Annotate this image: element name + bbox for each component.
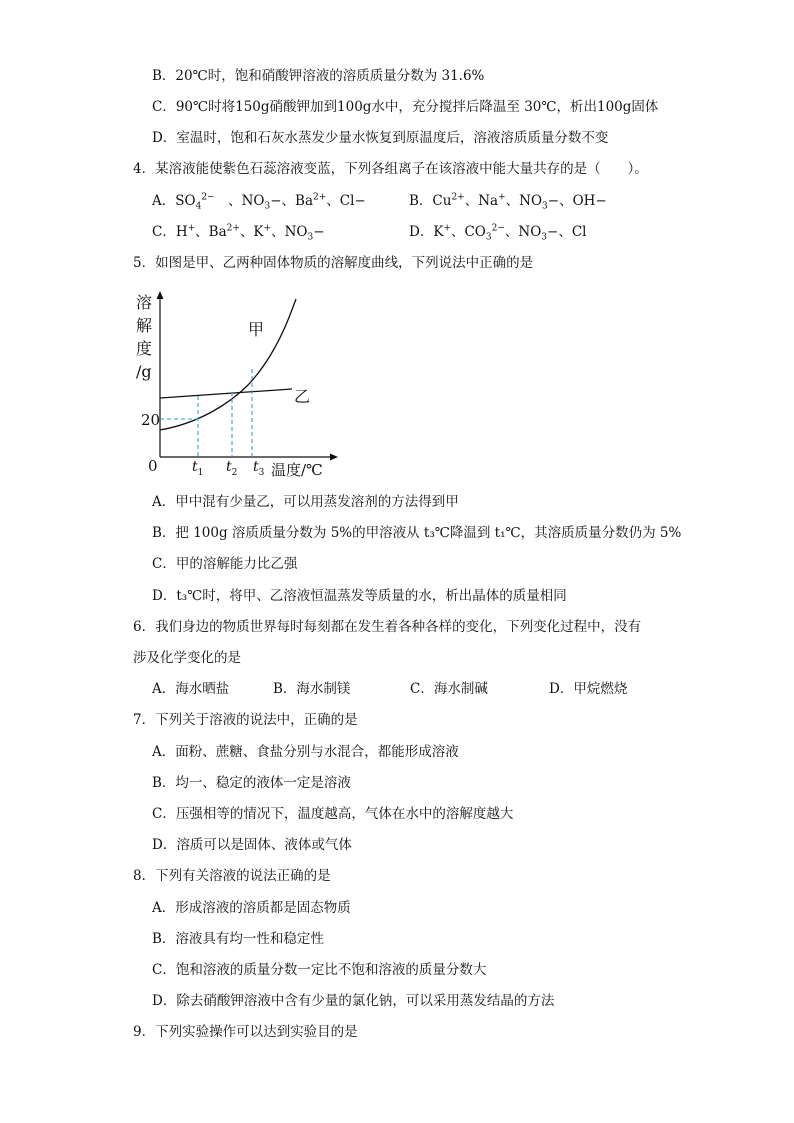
q4-option-a: A．$SO_4^{2-}$ 、$NO_3-$、$Ba^{2+}$、Cl− xyxy=(152,192,366,212)
q6-stem-line1: 6．我们身边的物质世界每时每刻都在发生着各种各样的变化，下列变化过程中，没有 xyxy=(133,619,642,635)
y-axis-label-3: 度 xyxy=(136,339,153,358)
q8-option-c: C．饱和溶液的质量分数一定比不饱和溶液的质量分数大 xyxy=(152,962,487,978)
q7-stem: 7．下列关于溶液的说法中，正确的是 xyxy=(133,712,358,728)
q6-option-d: D．甲烷燃烧 xyxy=(549,681,628,697)
q3-option-d: D．室温时，饱和石灰水蒸发少量水恢复到原温度后，溶液溶质质量分数不变 xyxy=(152,130,609,146)
curve-yi xyxy=(160,389,292,398)
x-tick-t1: $t_1$ xyxy=(192,459,204,478)
y-axis-label-4: /g xyxy=(136,362,152,381)
q5-option-a: A．甲中混有少量乙，可以用蒸发溶剂的方法得到甲 xyxy=(152,494,459,510)
q5-stem: 5．如图是甲、乙两种固体物质的溶解度曲线，下列说法中正确的是 xyxy=(133,255,534,271)
q8-option-b: B．溶液具有均一性和稳定性 xyxy=(152,931,324,947)
q4-option-b: B．$Cu^{2+}$、Na+、$NO_3-$、OH− xyxy=(409,192,607,212)
curve-jia xyxy=(160,299,296,430)
q7-option-d: D．溶质可以是固体、液体或气体 xyxy=(152,837,352,853)
y-axis-arrow xyxy=(157,291,164,299)
q6-option-b: B．海水制镁 xyxy=(273,681,351,697)
q6-stem-line2: 涉及化学变化的是 xyxy=(133,650,241,666)
x-tick-t3: $t_3$ xyxy=(253,459,265,478)
q5-option-b: B．把 100g 溶质质量分数为 5%的甲溶液从 t₃℃降温到 t₁℃，其溶质质量分数仍为 5% xyxy=(152,525,682,541)
origin-label: 0 xyxy=(148,457,158,475)
x-tick-t2: $t_2$ xyxy=(226,459,238,478)
q8-stem: 8．下列有关溶液的说法正确的是 xyxy=(133,868,331,884)
q4-stem: 4．某溶液能使紫色石蕊溶液变蓝，下列各组离子在该溶液中能大量共存的是（ ）。 xyxy=(133,161,648,177)
label-jia: 甲 xyxy=(248,320,265,339)
q3-option-c: C．90℃时将150g硝酸钾加到100g水中，充分搅拌后降温至 30℃，析出100g固体 xyxy=(152,99,659,115)
solubility-curve-figure xyxy=(130,285,350,480)
q7-option-c: C．压强相等的情况下，温度越高，气体在水中的溶解度越大 xyxy=(152,806,514,822)
q7-option-a: A．面粉、蔗糖、食盐分别与水混合，都能形成溶液 xyxy=(152,744,459,760)
q6-option-c: C．海水制碱 xyxy=(410,681,488,697)
q5-option-c: C．甲的溶解能力比乙强 xyxy=(152,556,298,572)
q8-option-a: A．形成溶液的溶质都是固态物质 xyxy=(152,900,351,916)
q5-option-d: D．t₃℃时，将甲、乙溶液恒温蒸发等质量的水，析出晶体的质量相同 xyxy=(152,588,567,604)
q9-stem: 9．下列实验操作可以达到实验目的是 xyxy=(133,1024,358,1040)
y-axis-label-1: 溶 xyxy=(136,293,153,312)
q6-option-a: A．海水晒盐 xyxy=(152,681,230,697)
x-axis-label: 温度/℃ xyxy=(271,461,323,479)
x-axis-arrow xyxy=(330,454,338,461)
q7-option-b: B．均一、稳定的液体一定是溶液 xyxy=(152,775,351,791)
label-yi: 乙 xyxy=(294,387,311,406)
q4-option-c: C．H+、$Ba^{2+}$、K+、$NO_3-$ xyxy=(152,223,325,243)
q8-option-d: D．除去硝酸钾溶液中含有少量的氯化钠，可以采用蒸发结晶的方法 xyxy=(152,993,555,1009)
y-tick-20: 20 xyxy=(141,411,161,429)
q3-option-b: B．20℃时，饱和硝酸钾溶液的溶质质量分数为 31.6% xyxy=(152,68,485,84)
y-axis-label-2: 解 xyxy=(136,316,153,335)
q4-option-d: D．K+、$CO_3^{2-}$、$NO_3-$、Cl xyxy=(409,223,587,243)
